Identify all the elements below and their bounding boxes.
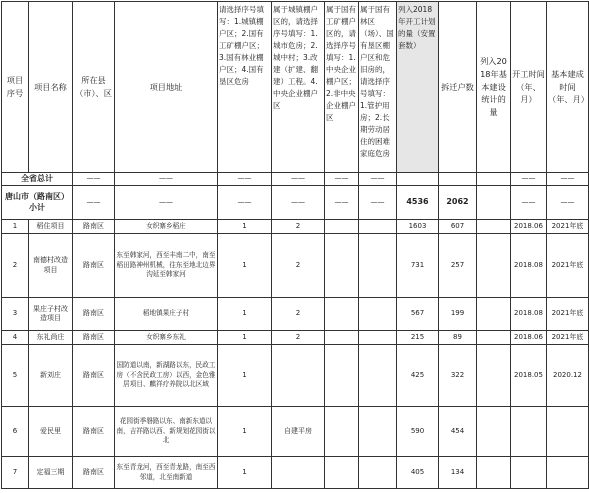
empty-cell [477,186,511,220]
row-type: 1 [218,220,272,234]
row-plan: 405 [397,457,439,489]
row-subtype: 自建平房 [272,407,325,457]
row-demolish: 322 [439,345,477,407]
row-stat [477,457,511,489]
row-name: 稻住项目 [29,220,73,234]
table-row [2,345,589,407]
row-stat [477,345,511,407]
dash-cell: —— [325,186,359,220]
row-stat [477,407,511,457]
row-finish: 2021年底 [547,220,589,234]
dash-cell: —— [547,186,589,220]
row-address: 女织寨乡稻庄 [115,220,218,234]
row-mine [325,234,359,298]
row-forest [359,234,397,298]
row-subtype: 2 [272,331,325,345]
dash-cell: —— [547,173,589,186]
empty-cell [397,173,439,186]
row-start: 2018.05 [511,345,547,407]
row-demolish: 199 [439,298,477,331]
header-finish: 基本建成时间（年、月） [547,2,589,173]
city-demolish-total: 2062 [439,186,477,220]
row-name: 新刘庄 [29,345,73,407]
dash-cell: —— [511,173,547,186]
row-district: 路南区 [73,407,115,457]
row-forest [359,331,397,345]
row-mine [325,331,359,345]
row-seq: 2 [2,234,29,298]
row-plan: 215 [397,331,439,345]
table-row [2,331,589,345]
header-district: 所在县（市）、区 [73,2,115,173]
header-seq: 项目序号 [2,2,29,173]
row-name: 爱民里 [29,407,73,457]
row-start [511,407,547,457]
dash-cell: —— [73,173,115,186]
row-address: 东至韩家河，西至丰南二中，南至稻田路神州机械，往东至地北边界沟延至韩家河 [115,234,218,298]
table-row [2,234,589,298]
row-address: 女织寨乡东礼 [115,331,218,345]
row-seq: 1 [2,220,29,234]
header-forest-subtype: 属于国有林区（场）、国有垦区棚户区和危旧房的，请选择序号填写：1.管护用房；2.长期劳动居住的困难家庭危房 [359,2,397,173]
dash-cell: —— [115,186,218,220]
city-plan-total: 4536 [397,186,439,220]
row-start: 2018.08 [511,234,547,298]
row-finish: 2021年底 [547,298,589,331]
table-row [2,457,589,489]
row-name: 东礼尚庄 [29,331,73,345]
table-row [2,220,589,234]
dash-cell: —— [73,186,115,220]
row-finish [547,457,589,489]
row-demolish: 607 [439,220,477,234]
row-forest [359,345,397,407]
row-address: 国防道以南，新湖路以东，民政工房（不含民政工房）以西，金色雅居项目、麒祥疗养院以北区域 [115,345,218,407]
province-total-label: 全省总计 [2,173,73,186]
province-total-row [2,173,589,186]
city-subtotal-row [2,186,589,220]
row-type: 1 [218,407,272,457]
row-type: 1 [218,457,272,489]
row-district: 路南区 [73,234,115,298]
row-plan: 731 [397,234,439,298]
empty-cell [439,173,477,186]
row-plan: 1603 [397,220,439,234]
row-seq: 5 [2,345,29,407]
row-district: 路南区 [73,331,115,345]
header-address: 项目地址 [115,2,218,173]
city-subtotal-label: 唐山市（路南区）小计 [2,186,73,220]
row-mine [325,407,359,457]
row-name: 果庄子村改造项目 [29,298,73,331]
header-mine-subtype: 属于国有工矿棚户区的，请选择序号填写：1.中央企业棚户区；2.非中央企业棚户区 [325,2,359,173]
dash-cell: —— [218,186,272,220]
dash-cell: —— [272,186,325,220]
header-row [2,2,589,173]
row-stat [477,298,511,331]
row-address: 稻地镇果庄子村 [115,298,218,331]
row-type: 1 [218,298,272,331]
row-forest [359,220,397,234]
dash-cell: —— [272,173,325,186]
row-subtype: 2 [272,298,325,331]
housing-project-table [1,1,589,489]
row-subtype: 2 [272,220,325,234]
header-type: 请选择序号填写：1.城镇棚户区；2.国有工矿棚户区；3.国有林业棚户区；4.国有垦区危房 [218,2,272,173]
row-finish: 2021年底 [547,331,589,345]
row-stat [477,220,511,234]
row-district: 路南区 [73,457,115,489]
row-start: 2018.08 [511,298,547,331]
row-plan: 425 [397,345,439,407]
row-seq: 3 [2,298,29,331]
table-row [2,407,589,457]
dash-cell: —— [359,173,397,186]
row-subtype [272,457,325,489]
header-plan: 列入2018年开工计划的量（安置套数） [397,2,439,173]
row-mine [325,298,359,331]
row-forest [359,457,397,489]
table-row [2,298,589,331]
row-mine [325,457,359,489]
row-demolish: 257 [439,234,477,298]
row-finish [547,407,589,457]
row-demolish: 454 [439,407,477,457]
row-start: 2018.06 [511,331,547,345]
dash-cell: —— [359,186,397,220]
row-district: 路南区 [73,220,115,234]
row-seq: 4 [2,331,29,345]
row-demolish: 134 [439,457,477,489]
row-stat [477,331,511,345]
row-plan: 590 [397,407,439,457]
row-district: 路南区 [73,345,115,407]
row-subtype: 2 [272,234,325,298]
row-type: 1 [218,345,272,407]
row-start [511,457,547,489]
dash-cell: —— [325,173,359,186]
row-start: 2018.06 [511,220,547,234]
empty-cell [477,173,511,186]
header-demolish: 拆迁户数 [439,2,477,173]
row-address: 花园街季磐路以东、南新东道以南，吉祥路以西、新规划花园街以北 [115,407,218,457]
row-type: 1 [218,331,272,345]
row-district: 路南区 [73,298,115,331]
row-forest [359,298,397,331]
row-address: 东至青龙河，西至青龙路，南至西邻道，北至南新道 [115,457,218,489]
row-finish: 2021年底 [547,234,589,298]
row-mine [325,220,359,234]
row-stat [477,234,511,298]
dash-cell: —— [115,173,218,186]
row-mine [325,345,359,407]
row-plan: 567 [397,298,439,331]
row-seq: 7 [2,457,29,489]
row-forest [359,407,397,457]
dash-cell: —— [511,186,547,220]
header-name: 项目名称 [29,2,73,173]
header-stat: 列入2018年基本建设统计的量 [477,2,511,173]
row-demolish: 89 [439,331,477,345]
row-finish: 2020.12 [547,345,589,407]
header-start: 开工时间（年、月） [511,2,547,173]
row-seq: 6 [2,407,29,457]
dash-cell: —— [218,173,272,186]
header-town-subtype: 属于城镇棚户区的，请选择序号填写：1.城市危房；2.城中村；3.改建（扩建、翻建）工程。4.中央企业棚户区 [272,2,325,173]
row-subtype [272,345,325,407]
row-type: 1 [218,234,272,298]
row-name: 南德村改造项目 [29,234,73,298]
row-name: 定福三期 [29,457,73,489]
